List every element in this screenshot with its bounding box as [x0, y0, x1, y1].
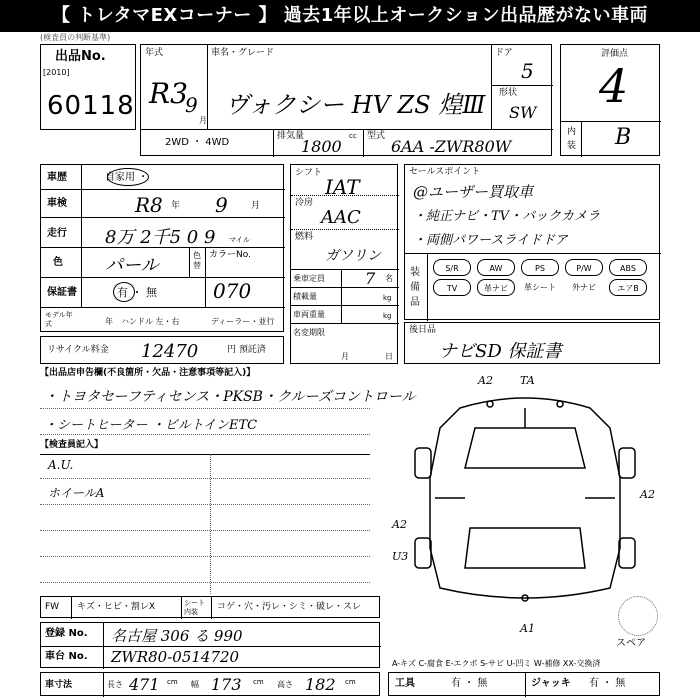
history-label: 車歴 — [47, 172, 67, 183]
dimensions-box — [40, 672, 380, 696]
doors-value: 5 — [521, 59, 534, 83]
recycle-label: リサイクル料金 — [47, 345, 109, 355]
sales-item-2: ・純正ナビ・TV・バックカメラ — [413, 209, 601, 224]
weight-unit: kg — [383, 312, 392, 320]
top-note: (検査員の判断基準) — [40, 33, 111, 42]
notes-line-2: ・シートヒーター ・ビルトインETC — [44, 418, 258, 433]
mileage-value: 8万 2千5 0 9 — [105, 227, 216, 248]
length-value: 471 — [129, 675, 160, 694]
month-value: 9 — [185, 93, 198, 117]
warranty-options: 有 ・ 無 — [117, 286, 157, 299]
inspector-line-2: ホイールA — [48, 486, 105, 500]
recycle-unit: 円 預託済 — [227, 345, 266, 355]
shift-label: シフト — [295, 168, 323, 178]
history-circle — [107, 168, 149, 186]
load-label: 積載量 — [293, 292, 317, 301]
ac-label: 冷房 — [295, 198, 314, 208]
warranty-label: 保証書 — [47, 287, 77, 298]
sales-item-3: ・両側パワースライドドア — [413, 233, 568, 248]
interior-value: B — [615, 125, 632, 150]
equip-abs: ABS — [609, 259, 647, 276]
lot-year-tag: [2010] — [43, 68, 70, 77]
equip-tv: TV — [433, 279, 471, 296]
chassis-label: 車台 No. — [45, 651, 88, 662]
equipment-label: 装備品 — [410, 267, 420, 308]
name-value: ヴォクシー HV ZS 煌Ⅲ — [225, 91, 486, 119]
shape-value: SW — [509, 103, 537, 122]
mark-a1: A1 — [520, 622, 535, 635]
interior-label: 内 装 — [567, 127, 577, 151]
recycle-box — [40, 336, 284, 364]
equip-leather-seat: 革シート — [521, 279, 559, 296]
grade-box — [560, 44, 660, 156]
warranty-circle — [113, 282, 135, 302]
equip-pw: P/W — [565, 259, 603, 276]
lot-number: 60118 — [47, 91, 135, 121]
month-unit: 月 — [199, 116, 207, 125]
mark-u3: U3 — [392, 550, 409, 563]
color-label: 色 — [53, 257, 63, 268]
plate-value: 名古屋 306 る 990 — [111, 627, 243, 645]
capacity-unit: 名 — [385, 274, 393, 283]
model-year-label: モデル年式 — [45, 311, 73, 328]
equip-leather-navi: 革ナビ — [477, 279, 515, 296]
name-change-month: 月 — [341, 352, 349, 361]
later-docs-box — [404, 322, 660, 364]
shift-value: IAT — [325, 175, 360, 199]
plate-label: 登録 No. — [45, 628, 88, 639]
jack-label: ジャッキ — [531, 678, 571, 689]
length-unit: cm — [167, 678, 178, 686]
damage-legend: A-キズ C-腐食 E-エクボ S-サビ U-凹ミ W-補修 XX-交換済 — [392, 659, 601, 668]
seat-label: シート内装 — [184, 599, 205, 616]
spare-label: スペア — [616, 638, 646, 649]
inspection-value: R8 — [135, 193, 163, 217]
sales-item-1: @ユーザー買取車 — [413, 183, 534, 201]
model-year-unit: 年 — [105, 317, 113, 326]
specs-box — [290, 164, 398, 364]
history-box — [40, 164, 284, 332]
capacity-value: 7 — [365, 269, 376, 288]
inspection-year-unit: 年 — [171, 201, 181, 211]
name-change-label: 名変期限 — [293, 328, 325, 337]
load-unit: kg — [383, 294, 392, 302]
later-docs-label: 後日品 — [409, 325, 437, 335]
car-diagram — [380, 368, 670, 618]
ac-value: AAC — [321, 207, 361, 228]
handle-label: ハンドル 左・右 — [121, 317, 180, 326]
weight-label: 車両重量 — [293, 310, 325, 319]
equip-aw: AW — [477, 259, 515, 276]
displacement-label: 排気量 — [277, 131, 305, 141]
dims-label: 車寸法 — [45, 680, 73, 690]
inspection-month: 9 — [215, 193, 228, 217]
mark-a2-front: A2 — [478, 374, 493, 387]
fuel-value: ガソリン — [325, 248, 381, 264]
notes-label: 【出品店申告欄(不良箇所・欠品・注意事項等記入)】 — [40, 368, 256, 378]
inspection-month-unit: 月 — [251, 201, 261, 211]
name-label: 車名・グレード — [211, 48, 275, 58]
name-change-day: 日 — [385, 352, 393, 361]
notes-line-1: ・トヨタセーフティセンス・PKSB・クルーズコントロール — [44, 389, 416, 405]
spare-tire-icon — [618, 596, 658, 636]
vehicle-box — [140, 44, 552, 156]
tools-box — [388, 672, 660, 696]
tools-label: 工具 — [395, 678, 415, 689]
mark-ta: TA — [520, 374, 535, 387]
mileage-unit: マイル — [229, 236, 250, 244]
fw-label: FW — [45, 602, 60, 612]
jack-options: 有 ・ 無 — [589, 678, 626, 689]
color-no-label: カラーNo. — [209, 250, 251, 260]
history-options: 自家用 ・ — [105, 172, 149, 183]
fuel-label: 燃料 — [295, 232, 314, 242]
recycle-value: 12470 — [141, 341, 199, 362]
length-label: 長さ — [107, 680, 123, 689]
lot-label: 出品No. — [55, 49, 106, 64]
equip-ext-navi: 外ナビ — [565, 279, 603, 296]
sales-label: セールスポイント — [409, 167, 481, 177]
sales-box — [404, 164, 660, 320]
equip-sr: S/R — [433, 259, 471, 276]
equip-ps: PS — [521, 259, 559, 276]
later-docs-value: ナビSD 保証書 — [439, 341, 562, 362]
model-value: 6AA -ZWR80W — [391, 137, 512, 156]
damage-box — [40, 596, 380, 618]
dealer-label: ディーラー・並行 — [211, 317, 275, 326]
height-label: 高さ — [277, 680, 293, 689]
width-value: 173 — [211, 675, 242, 694]
equip-airbag: エアB — [609, 279, 647, 296]
inspection-label: 車検 — [47, 198, 67, 209]
year-label: 年式 — [145, 48, 164, 58]
height-unit: cm — [345, 678, 356, 686]
tools-options: 有 ・ 無 — [451, 678, 488, 689]
model-label: 型式 — [367, 131, 386, 141]
grade-label: 評価点 — [601, 49, 629, 59]
displacement-unit: cc — [349, 132, 357, 140]
width-unit: cm — [253, 678, 264, 686]
seat-options: コゲ・穴・汚レ・シミ・破レ・スレ — [217, 602, 362, 612]
color-change-label: 色替 — [193, 251, 201, 270]
chassis-value: ZWR80-0514720 — [111, 648, 240, 666]
width-label: 幅 — [191, 680, 199, 689]
registration-box — [40, 622, 380, 668]
inspector-label: 【検査員記入】 — [40, 440, 104, 450]
color-no-value: 070 — [213, 279, 252, 303]
color-value: パール — [105, 255, 159, 276]
height-value: 182 — [305, 675, 336, 694]
mark-a2-right: A2 — [640, 488, 655, 501]
doors-label: ドア — [495, 48, 513, 58]
displacement-value: 1800 — [301, 137, 342, 156]
drive-label: 2WD ・ 4WD — [165, 137, 230, 148]
shape-label: 形状 — [499, 88, 518, 98]
fw-options: キズ・ヒビ・割レX — [77, 602, 155, 612]
capacity-label: 乗車定員 — [293, 274, 325, 283]
grade-value: 4 — [599, 59, 629, 113]
mileage-label: 走行 — [47, 228, 67, 239]
mark-a2-left: A2 — [392, 518, 407, 531]
auction-banner: 【 トレタマEXコーナー 】 過去1年以上オークション出品歴がない車両 — [0, 0, 700, 32]
year-value: R3 — [149, 77, 188, 110]
inspector-line-1: A.U. — [48, 458, 74, 472]
lot-box — [40, 44, 136, 130]
